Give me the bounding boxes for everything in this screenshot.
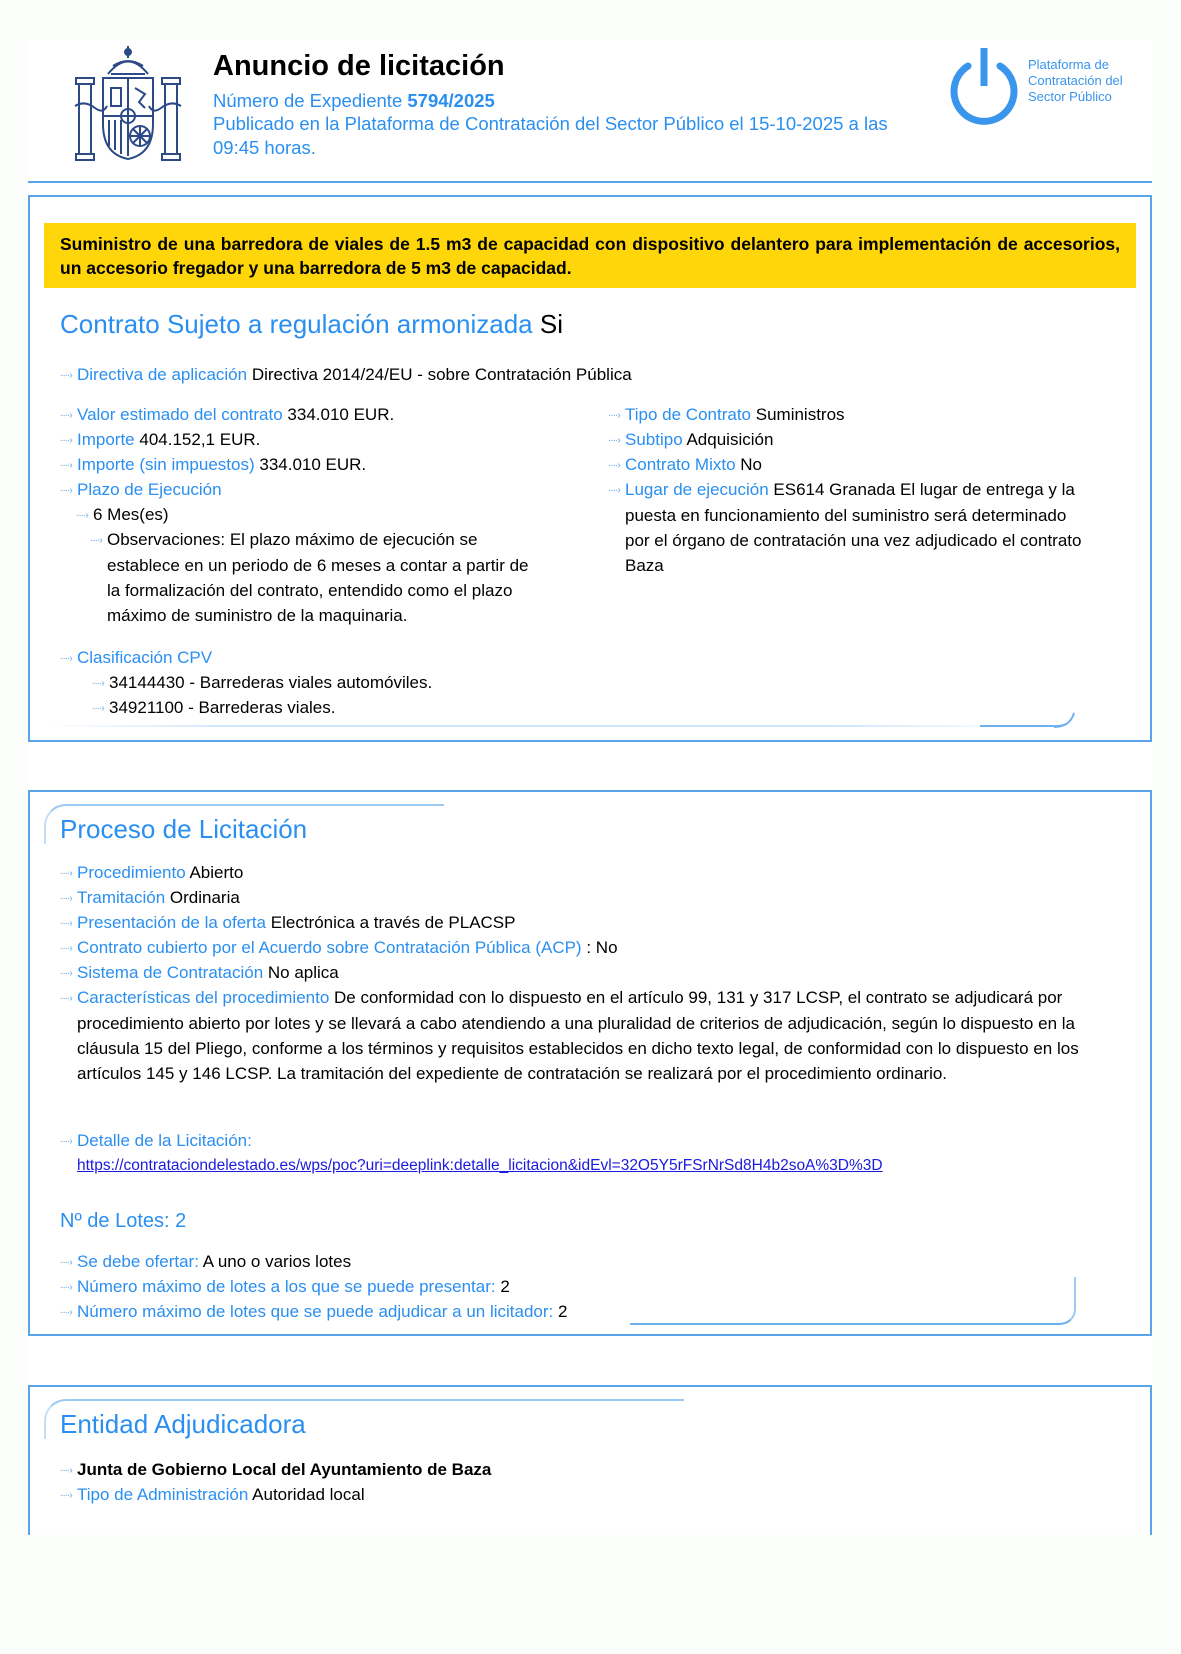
acp-row bbox=[60, 935, 618, 961]
sistema-value: No aplica bbox=[267, 963, 339, 982]
acp-label: Contrato cubierto por el Acuerdo sobre Contratación Pública (ACP) bbox=[77, 938, 582, 957]
plazo-label: Plazo de Ejecución bbox=[77, 480, 222, 499]
cpv-label: Clasificación CPV bbox=[77, 648, 213, 667]
max-adjudicar-row bbox=[60, 1299, 567, 1325]
arrow-icon: ····› bbox=[608, 460, 620, 471]
arrow-icon: ····› bbox=[60, 1465, 72, 1476]
cpv-item bbox=[92, 670, 432, 696]
proceso-section bbox=[28, 790, 1152, 1336]
detalle-link-row bbox=[77, 1153, 883, 1178]
arrow-icon: ····› bbox=[92, 678, 104, 689]
max-adjudicar-value: 2 bbox=[558, 1302, 568, 1321]
observaciones-text: Observaciones: El plazo máximo de ejecución se establece en un periodo de 6 meses a contar a partir de la formalización del contrato, entendido como el plazo máximo de suministro de la maquinaria. bbox=[107, 530, 529, 625]
arrow-icon: ····› bbox=[60, 1307, 72, 1318]
cpv-code: 34921100 - Barrederas viales. bbox=[109, 698, 336, 717]
expediente-label: Número de Expediente bbox=[213, 90, 403, 111]
presentacion-row bbox=[60, 910, 515, 936]
cpv-row bbox=[60, 645, 212, 671]
max-presentar-value: 2 bbox=[500, 1277, 510, 1296]
tramitacion-row bbox=[60, 885, 240, 911]
plazo-value-row bbox=[76, 502, 169, 528]
arrow-icon: ····› bbox=[60, 1257, 72, 1268]
presentacion-label: Presentación de la oferta bbox=[77, 913, 267, 932]
entidad-name: Junta de Gobierno Local del Ayuntamiento de Baza bbox=[77, 1460, 492, 1479]
importe-sin-label: Importe (sin impuestos) bbox=[77, 455, 255, 474]
tipo-admin-value: Autoridad local bbox=[252, 1485, 365, 1504]
decorative-curve bbox=[630, 1277, 1076, 1325]
subtipo-row bbox=[608, 427, 773, 453]
procedimiento-row bbox=[60, 860, 243, 886]
entidad-title: Entidad Adjudicadora bbox=[60, 1409, 306, 1439]
valor-row bbox=[60, 402, 394, 428]
decorative-curve bbox=[1054, 709, 1078, 729]
valor-label: Valor estimado del contrato bbox=[77, 405, 283, 424]
caracteristicas-row bbox=[60, 985, 1090, 1086]
plazo-row bbox=[60, 477, 222, 503]
arrow-icon: ····› bbox=[60, 410, 72, 421]
tramitacion-value: Ordinaria bbox=[169, 888, 240, 907]
tipo-value: Suministros bbox=[755, 405, 845, 424]
subtipo-label: Subtipo bbox=[625, 430, 683, 449]
procedimiento-value: Abierto bbox=[189, 863, 244, 882]
arrow-icon: ····› bbox=[60, 918, 72, 929]
published-line: Publicado en la Plataforma de Contratación del Sector Público el 15-10-2025 a las 09:45 horas. bbox=[213, 113, 888, 158]
lugar-row bbox=[608, 477, 1083, 578]
tramitacion-label: Tramitación bbox=[77, 888, 166, 907]
proceso-title: Proceso de Licitación bbox=[60, 814, 308, 844]
arrow-icon: ····› bbox=[608, 410, 620, 421]
arrow-icon: ····› bbox=[76, 510, 88, 521]
detalle-row bbox=[60, 1128, 252, 1154]
max-adjudicar-label: Número máximo de lotes que se puede adjudicar a un licitador: bbox=[77, 1302, 554, 1321]
ofertar-value: A uno o varios lotes bbox=[202, 1252, 352, 1271]
arrow-icon: ····› bbox=[60, 993, 72, 1004]
tipo-admin-label: Tipo de Administración bbox=[77, 1485, 249, 1504]
max-presentar-row bbox=[60, 1274, 510, 1300]
plazo-value: 6 Mes(es) bbox=[93, 505, 169, 524]
mixto-row bbox=[608, 452, 762, 478]
tipo-label: Tipo de Contrato bbox=[625, 405, 751, 424]
tipo-admin-row bbox=[60, 1482, 365, 1508]
valor-value: 334.010 EUR. bbox=[287, 405, 395, 424]
arrow-icon: ····› bbox=[92, 703, 104, 714]
platform-logo-text: Plataforma de Contratación del Sector Público bbox=[1028, 57, 1123, 104]
arrow-icon: ····› bbox=[60, 435, 72, 446]
contract-object: Suministro de una barredora de viales de 1.5 m3 de capacidad con dispositivo delantero para implementación de accesorios, un accesorio fregador y una barredora de 5 m3 de capacidad. bbox=[44, 223, 1136, 288]
detalle-link[interactable]: https://contrataciondelestado.es/wps/poc?uri=deeplink:detalle_licitacion&idEvl=32O5Y5rFSrNrSd8H4b2soA%3D%3D bbox=[77, 1157, 883, 1174]
caracteristicas-value: De conformidad con lo dispuesto en el artículo 99, 131 y 317 LCSP, el contrato se adjudicará por procedimiento abierto por lotes y se llevará a cabo atendiendo a una pluralidad de criterios de adjudicación, según lo dispuesto en la cláusula 15 del Pliego, conforme a los términos y requisitos establecidos en dicho texto legal, de conformidad con lo dispuesto en los artículos 145 y 146 LCSP. La tramitación del expediente de contratación se realizará por el procedimiento ordinario. bbox=[77, 988, 1079, 1083]
importe-label: Importe bbox=[77, 430, 135, 449]
observaciones-row bbox=[90, 527, 530, 628]
procedimiento-label: Procedimiento bbox=[77, 863, 186, 882]
harmonized-value: Si bbox=[539, 309, 563, 339]
document-page bbox=[28, 40, 1152, 1535]
header bbox=[28, 40, 1152, 183]
decorative-line bbox=[44, 725, 1024, 727]
detalle-label: Detalle de la Licitación: bbox=[77, 1131, 252, 1150]
entidad-name-row bbox=[60, 1457, 491, 1483]
arrow-icon: ····› bbox=[60, 943, 72, 954]
arrow-icon: ····› bbox=[60, 653, 72, 664]
harmonized-label: Contrato Sujeto a regulación armonizada bbox=[60, 309, 533, 339]
arrow-icon: ····› bbox=[60, 460, 72, 471]
expediente-line bbox=[213, 89, 495, 113]
arrow-icon: ····› bbox=[60, 893, 72, 904]
caracteristicas-label: Características del procedimiento bbox=[77, 988, 330, 1007]
mixto-value: No bbox=[740, 455, 763, 474]
arrow-icon: ····› bbox=[60, 1490, 72, 1501]
importe-value: 404.152,1 EUR. bbox=[139, 430, 261, 449]
header-divider bbox=[28, 181, 1152, 183]
arrow-icon: ····› bbox=[90, 535, 102, 546]
page-title: Anuncio de licitación bbox=[213, 50, 505, 82]
directiva-label: Directiva de aplicación bbox=[77, 365, 248, 384]
arrow-icon: ····› bbox=[60, 370, 72, 381]
subtipo-value: Adquisición bbox=[686, 430, 774, 449]
importe-sin-row bbox=[60, 452, 366, 478]
cpv-code: 34144430 - Barrederas viales automóviles. bbox=[109, 673, 433, 692]
presentacion-value: Electrónica a través de PLACSP bbox=[270, 913, 516, 932]
harmonized-heading bbox=[60, 309, 563, 340]
lugar-label: Lugar de ejecución bbox=[625, 480, 769, 499]
directiva-value: Directiva 2014/24/EU - sobre Contratación Pública bbox=[251, 365, 632, 384]
power-icon bbox=[946, 44, 1022, 128]
arrow-icon: ····› bbox=[60, 968, 72, 979]
directiva-row bbox=[60, 362, 632, 388]
entidad-section bbox=[28, 1385, 1152, 1535]
arrow-icon: ····› bbox=[60, 1282, 72, 1293]
max-presentar-label: Número máximo de lotes a los que se puede presentar: bbox=[77, 1277, 496, 1296]
importe-sin-value: 334.010 EUR. bbox=[259, 455, 367, 474]
acp-value: : No bbox=[586, 938, 618, 957]
ofertar-row bbox=[60, 1249, 351, 1275]
arrow-icon: ····› bbox=[60, 1136, 72, 1147]
tipo-row bbox=[608, 402, 845, 428]
arrow-icon: ····› bbox=[608, 435, 620, 446]
spain-coat-of-arms-icon bbox=[73, 44, 183, 164]
lugar-value: ES614 Granada El lugar de entrega y la puesta en funcionamiento del suministro será determinado por el órgano de contratación una vez adjudicado el contrato Baza bbox=[625, 480, 1082, 575]
sistema-row bbox=[60, 960, 339, 986]
ofertar-label: Se debe ofertar: bbox=[77, 1252, 199, 1271]
summary-section bbox=[28, 195, 1152, 742]
lotes-title: Nº de Lotes: 2 bbox=[60, 1210, 187, 1232]
arrow-icon: ····› bbox=[60, 485, 72, 496]
expediente-number: 5794/2025 bbox=[407, 90, 495, 111]
arrow-icon: ····› bbox=[608, 485, 620, 496]
arrow-icon: ····› bbox=[60, 868, 72, 879]
importe-row bbox=[60, 427, 260, 453]
platform-logo bbox=[946, 44, 1126, 134]
cpv-item bbox=[92, 695, 336, 721]
sistema-label: Sistema de Contratación bbox=[77, 963, 264, 982]
mixto-label: Contrato Mixto bbox=[625, 455, 736, 474]
